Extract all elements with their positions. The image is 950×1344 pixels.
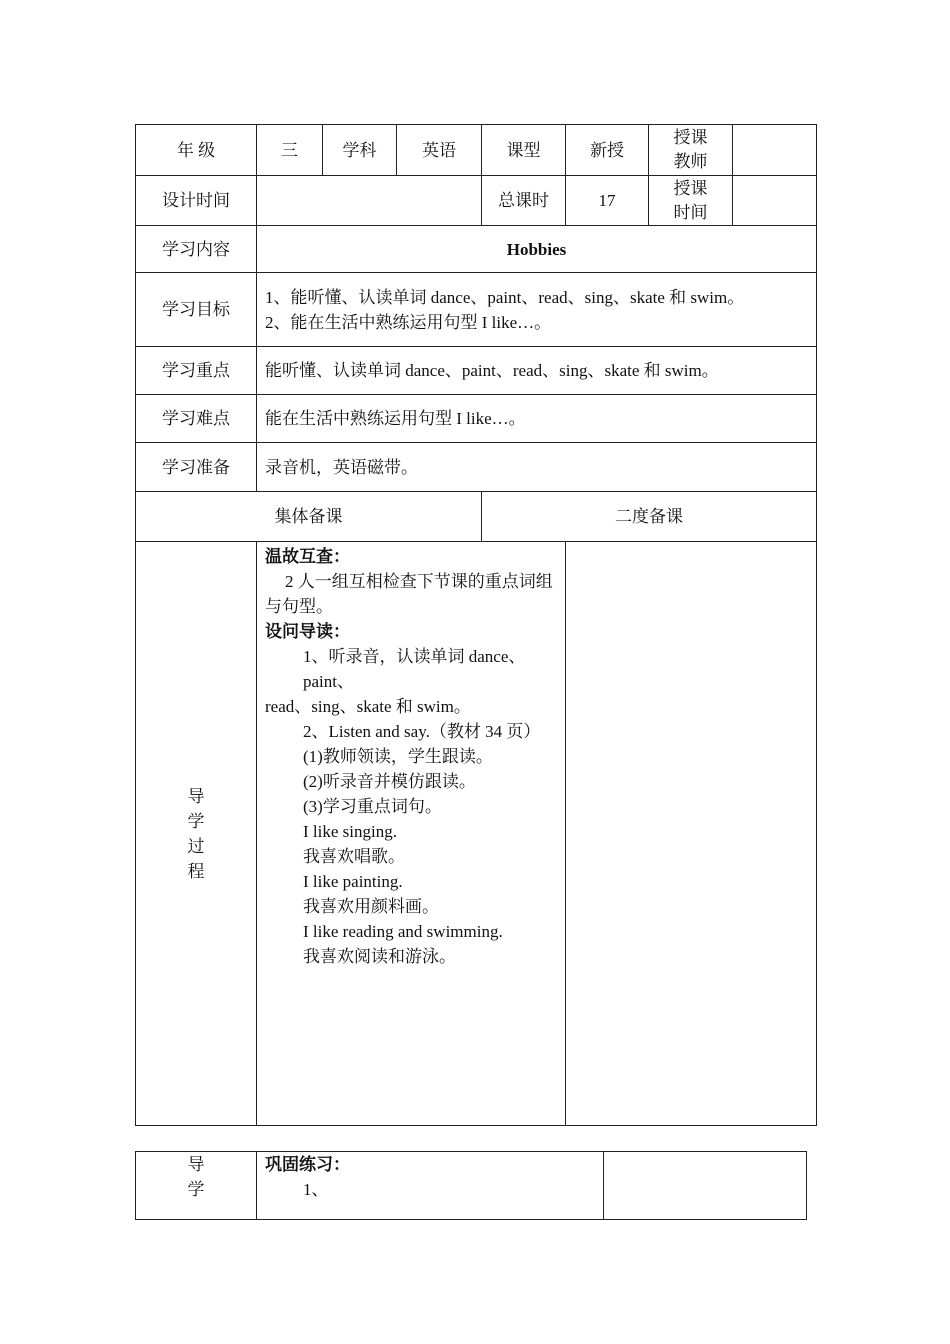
example-zh: 我喜欢阅读和游泳。 [303, 947, 456, 966]
goal-item: 1、能听懂、认读单词 dance、paint、read、sing、skate 和 swim。 [265, 287, 745, 307]
sub-step: (1)教师领读，学生跟读。 [303, 747, 493, 766]
grade-label: 年 级 [136, 125, 257, 176]
practice-label: 导 学 [136, 1152, 257, 1220]
total-hours-value: 17 [566, 176, 649, 226]
key-points-label: 学习重点 [136, 347, 257, 395]
key-points-value: 能听懂、认读单词 dance、paint、read、sing、skate 和 swim。 [257, 347, 817, 395]
design-time-value [257, 176, 482, 226]
second-prep-notes [566, 542, 817, 1126]
example-zh: 我喜欢唱歌。 [303, 847, 405, 866]
step-text: 1、听录音，认读单词 dance、paint、 [303, 647, 526, 691]
content-label: 学习内容 [136, 226, 257, 273]
review-text: 2 人一组互相检查下节课的重点词组 [285, 572, 553, 591]
difficulty-label: 学习难点 [136, 395, 257, 443]
process-content [257, 542, 566, 1126]
step-text: 2、Listen and say.（教材 34 页） [303, 722, 541, 741]
second-prep-header: 二度备课 [482, 492, 817, 542]
subject-label: 学科 [323, 125, 397, 176]
example-en: I like singing. [303, 822, 397, 841]
guide-title: 设问导读： [265, 622, 350, 641]
collective-prep-header: 集体备课 [136, 492, 482, 542]
lesson-plan-table [135, 124, 817, 1126]
teacher-value [733, 125, 817, 176]
example-zh: 我喜欢用颜料画。 [303, 897, 439, 916]
review-text: 与句型。 [265, 597, 333, 616]
grade-value: 三 [257, 125, 323, 176]
total-hours-label: 总课时 [482, 176, 566, 226]
goals-cell [257, 273, 817, 347]
step-text: read、sing、skate 和 swim。 [265, 697, 471, 716]
class-time-value [733, 176, 817, 226]
review-title: 温故互查： [265, 547, 350, 566]
content-value: Hobbies [257, 226, 817, 273]
preparation-label: 学习准备 [136, 443, 257, 492]
class-time-label: 授课 时间 [649, 176, 733, 226]
goals-label: 学习目标 [136, 273, 257, 347]
sub-step: (3)学习重点词句。 [303, 797, 442, 816]
lesson-type-label: 课型 [482, 125, 566, 176]
preparation-value: 录音机，英语磁带。 [257, 443, 817, 492]
example-en: I like reading and swimming. [303, 922, 503, 941]
practice-item: 1、 [303, 1180, 329, 1199]
difficulty-value: 能在生活中熟练运用句型 I like…。 [257, 395, 817, 443]
subject-value: 英语 [397, 125, 482, 176]
lesson-type-value: 新授 [566, 125, 649, 176]
design-time-label: 设计时间 [136, 176, 257, 226]
sub-step: (2)听录音并模仿跟读。 [303, 772, 476, 791]
teacher-label: 授课 教师 [649, 125, 733, 176]
practice-title: 巩固练习： [265, 1155, 350, 1174]
process-label: 导 学 过 程 [136, 542, 257, 1126]
goal-item: 2、能在生活中熟练运用句型 I like…。 [265, 312, 552, 332]
example-en: I like painting. [303, 872, 403, 891]
practice-table [135, 1151, 807, 1220]
practice-content [257, 1152, 604, 1220]
practice-notes [604, 1152, 807, 1220]
